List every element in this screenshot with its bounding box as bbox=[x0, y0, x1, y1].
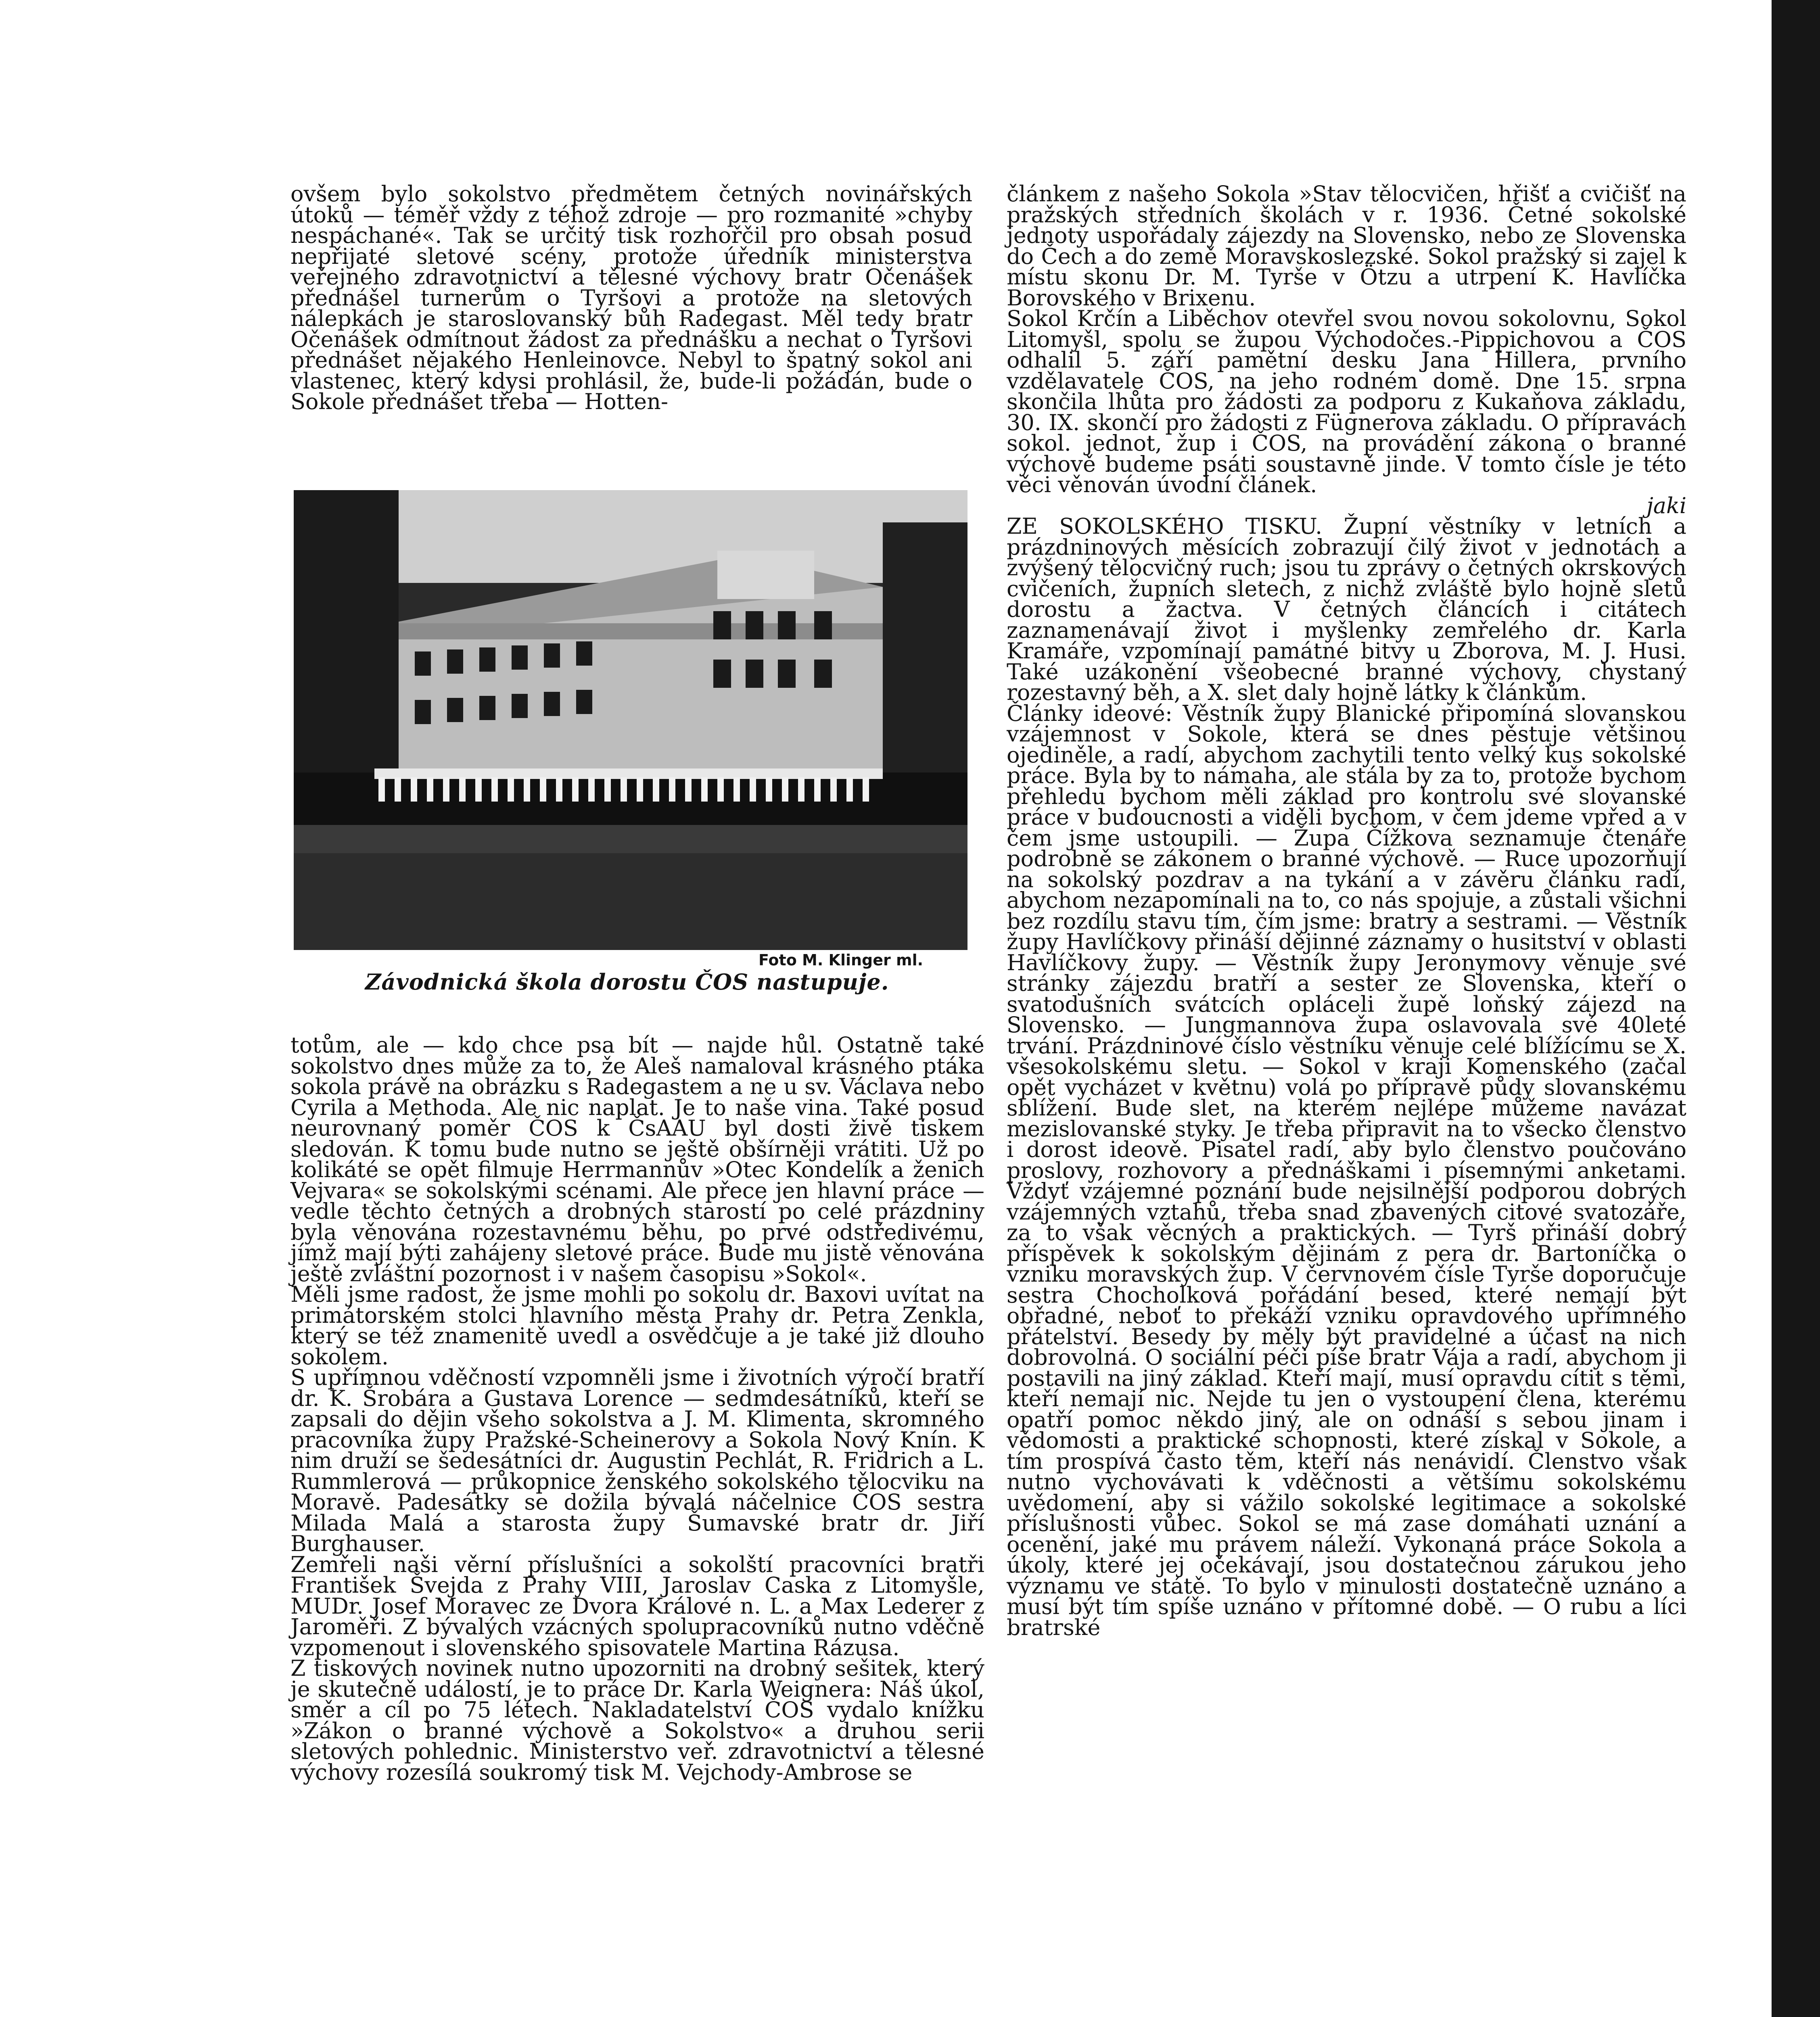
photo-illustration bbox=[294, 490, 967, 950]
scanned-page-edge bbox=[1772, 0, 1820, 2017]
left-column-bottom bbox=[290, 1032, 984, 1785]
paragraph: totům, ale — kdo chce psa bít — najde hůl. Ostatně také sokolstvo dnes může za to, že Aleš namaloval krásného ptáka sokola právě na obrázku s Radegastem a ne u sv. Václava nebo Cyrila a Methoda. Ale nic naplat. Je to naše vina. Také posud neurovnaný poměr ČOS k ČsAAU byl dosti živě tiskem sledován. K tomu bude nutno se ještě obšírněji vrátiti. Už po kolikáté se opět filmuje Herrmannův »Otec Kondelík a ženich Vejvara« se sokolskými scénami. Ale přece jen hlavní práce — vedle těchto četných a drobných starostí po celé prázdniny byla věnována rozestavnému běhu, po prvé odstředivému, jímž mají býti zahájeny sletové práce. Bude mu jistě věnována ještě zvláštní pozornost i v našem časopisu »Sokol«. bbox=[290, 1032, 984, 1286]
author-signature: jaki bbox=[1647, 493, 1686, 518]
paragraph: Měli jsme radost, že jsme mohli po sokolu dr. Baxovi uvítat na primátorském stolci hlavního města Prahy dr. Petra Zenkla, který se též znamenitě uvedl a osvědčuje a je také již dlouho sokolem. bbox=[290, 1282, 984, 1370]
paragraph: ZE SOKOLSKÉHO TISKU. Župní věstníky v letních a prázdninových měsících zobrazují čilý život v jednotách a zvýšený tělocvičný ruch; jsou tu zprávy o četných okrskových cvičeních, župních sletech, z nichž zvláště bylo hojně sletů dorostu a žactva. V četných článcích i citátech zaznamenávají život i myšlenky zemřelého dr. Karla Kramáře, vzpomínají památné bitvy u Zborova, M. J. Husi. Také uzákonění všeobecné branné výchovy, chystaný rozestavný běh, a X. slet daly hojně látky k článkům. bbox=[1007, 514, 1686, 705]
right-column bbox=[1007, 181, 1686, 1640]
paragraph: Sokol Krčín a Liběchov otevřel svou novou sokolovnu, Sokol Litomyšl, spolu se župou Východočes.-Pippichovou a ČOS odhalil 5. září pamětní desku Jana Hillera, prvního vzdělavatele ČOS, na jeho rodném domě. Dne 15. srpna skončila lhůta pro žádosti za podporu z Kukaňova základu, 30. IX. skončí pro žádosti z Fügnerova základu. O přípravách sokol. jednot, žup i ČOS, na provádění zákona o branné výchově budeme psáti soustavně jinde. V tomto čísle je této věci věnován úvodní článek. bbox=[1007, 306, 1686, 497]
paragraph: článkem z našeho Sokola »Stav tělocvičen, hřišť a cvičišť na pražských středních školách v r. 1936. Četné sokolské jednoty uspořádaly zájezdy na Slovensko, nebo ze Slovenska do Čech a do země Moravskoslezské. Sokol pražský si zajel k místu skonu Dr. M. Tyrše v Ötzu a utrpení K. Havlíčka Borovského v Brixenu. bbox=[1007, 181, 1686, 311]
paragraph: Zemřeli naši věrní příslušníci a sokolští pracovníci bratři František Švejda z Prahy VIII, Jaroslav Caska z Litomyšle, MUDr. Josef Moravec ze Dvora Králové n. L. a Max Lederer z Jaroměři. Z bývalých vzácných spolupracovníků nutno vděčně vzpomenout i slovenského spisovatele Martina Rázusa. bbox=[290, 1551, 984, 1660]
photo-caption: Závodnická škola dorostu ČOS nastupuje. bbox=[365, 969, 889, 995]
paragraph: Články ideové: Věstník župy Blanické připomíná slovanskou vzájemnost v Sokole, která se dnes pěstuje většinou ojediněle, a radí, abychom zachytili tento velký kus sokolské práce. Byla by to námaha, ale stála by za to, protože bychom přehledu bychom měli základ pro kontrolu své slovanské práce v budoucnosti a viděli bychom, v čem jdeme vpřed a v čem jsme ustoupili. — Župa Čížkova seznamuje čtenáře podrobně se zákonem o branné výchově. — Ruce upozorňují na sokolský pozdrav a na tykání a v závěru článku radí, abychom nezapomínali na to, co nás spojuje, a zůstali všichni bez rozdílu stavu tím, čím jsme: bratry a sestrami. — Věstník župy Havlíčkovy přináší dějinné záznamy o husitství v oblasti Havlíčkovy župy. — Věstník župy Jeronymovy věnuje své stránky zájezdu bratří a sester ze Slovenska, kteří o svatodušních svátcích opláceli župě loňský zájezd na Slovensko. — Jungmannova župa oslavovala své 40leté trvání. Prázdninové číslo věstníku věnuje celé blížícímu se X. všesokolskému sletu. — Sokol v kraji Komenského (začal opět vycházet v květnu) volá po přípravě půdy slovanskému sblížení. Bude slet, na kterém nejlépe můžeme navázat mezislovanské styky. Je třeba připravit na to všecko členstvo i dorost ideově. Pisatel radí, aby bylo členstvo poučováno proslovy, rozhovory a přednáškami i písemnými anketami. Vždyť vzájemné poznání bude nejsilnější podporou dobrých vzájemných vztahů, třeba snad zbavených citové svatozáře, za to však věcných a praktických. — Tyrš přináší dobrý příspěvek k sokolským dějinám z pera dr. Bartoníčka o vzniku moravských žup. V červnovém čísle Tyrše doporučuje sestra Chocholková pořádání besed, které nemají být obřadné, neboť to překáží vzniku opravdového upřímného přátelství. Besedy by měly být pravidelné a účast na nich dobrovolná. O sociální péči píše bratr Vája a radí, abychom ji postavili na jiný základ. Kteří mají, musí opravdu cítit s těmi, kteří nemají nic. Nejde tu jen o vystoupení člena, kterému opatří pomoc někdo jiný, ale on odnáší s sebou jinam i vědomosti a praktické schopnosti, které získal v Sokole, a tím prospívá často těm, kteří nás nenávidí. Členstvo však nutno vychovávati k vděčnosti a většímu sokolskému uvědomení, aby si vážilo sokolské legitimace a sokolské příslušnosti vůbec. Sokol se má zase domáhati uznání a ocenění, jaké mu právem náleží. Vykonaná práce Sokola a úkoly, které jej očekávají, jsou dostatečnou zárukou jeho významu ve státě. To bylo v minulosti dostatečně uznáno a musí být tím spíše uznáno v přítomné době. — O rubu a líci bratrské bbox=[1007, 700, 1686, 1640]
paragraph: ovšem bylo sokolstvo předmětem četných novinářských útoků — téměř vždy z téhož zdroje — pro rozmanité »chyby nespáchané«. Tak se určitý tisk rozhořčil pro obsah posud nepřijaté sletové scény, protože úředník ministerstva veřejného zdravotnictví a tělesné výchovy bratr Očenášek přednášel turnerům o Tyršovi a protože na sletových nálepkách je staroslovanský bůh Radegast. Měl tedy bratr Očenášek odmítnout žádost za přednášku a nechat o Tyršovi přednášet nějakého Henleinovce. Nebyl to špatný sokol ani vlastenec, který kdysi prohlásil, že, bude-li požádán, bude o Sokole přednášet třeba — Hotten- bbox=[290, 181, 972, 414]
paragraph: Z tiskových novinek nutno upozorniti na drobný sešitek, který je skutečně událostí, je to práce Dr. Karla Weignera: Náš úkol, směr a cíl po 75 létech. Nakladatelství ČOS vydalo knížku »Zákon o branné výchově a Sokolstvo« a druhou serii sletových pohlednic. Ministerstvo veř. zdravotnictví a tělesné výchovy rozesílá soukromý tisk M. Vejchody-Ambrose se bbox=[290, 1656, 984, 1785]
photo-credit: Foto M. Klinger ml. bbox=[759, 951, 924, 969]
paragraph: S upřímnou vděčností vzpomněli jsme i životních výročí bratří dr. K. Šrobára a Gustava Lorence — sedmdesátníků, kteří se zapsali do dějin všeho sokolstva a J. M. Klimenta, skromného pracovníka župy Pražské-Scheinerovy a Sokola Nový Knín. K nim druží se šedesátníci dr. Augustin Pechlát, R. Fridrich a L. Rummlerová — průkopnice ženského sokolského tělocviku na Moravě. Padesátky se dožila bývalá náčelnice ČOS sestra Milada Malá a starosta župy Šumavské bratr dr. Jiří Burghauser. bbox=[290, 1365, 984, 1556]
left-column-top bbox=[290, 181, 972, 414]
photo-sokol-school bbox=[294, 490, 967, 950]
